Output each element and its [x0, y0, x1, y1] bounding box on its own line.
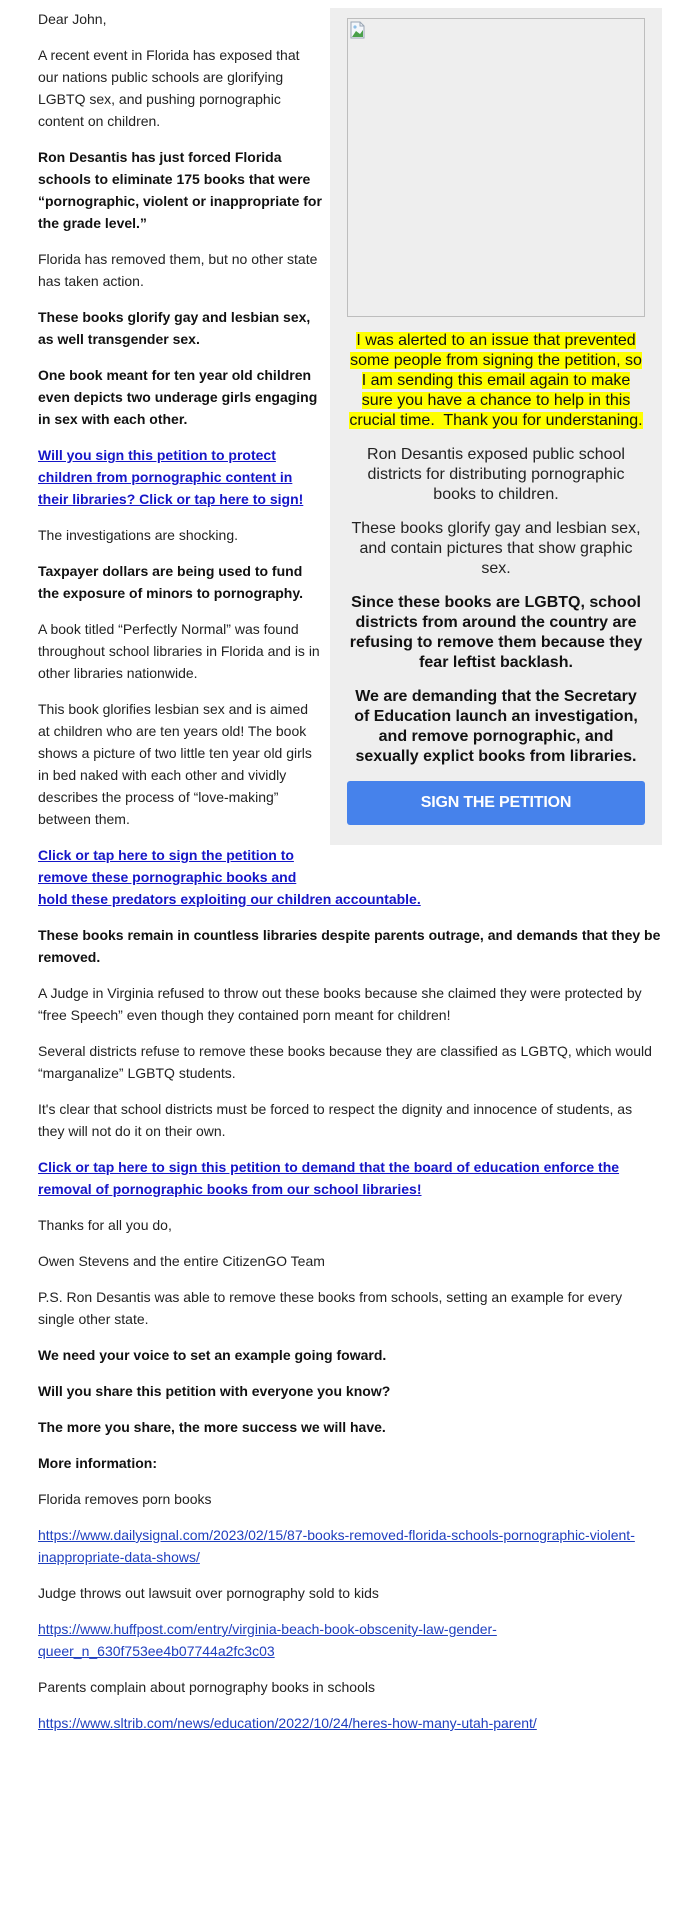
sidebar-text-exposed: Ron Desantis exposed public school districts for distributing pornographic books to children. — [367, 446, 625, 503]
sign-petition-link-2-line-3[interactable]: hold these predators exploiting our children accountable. — [38, 891, 421, 907]
book-description-paragraph: This book glorifies lesbian sex and is aimed at children who are ten years old! The book shows a picture of two little ten year old girls in bed naked with each other and vividly describes the process of “love-making” between them. — [38, 701, 312, 827]
source-link-2[interactable]: https://www.huffpost.com/entry/virginia-beach-book-obscenity-law-gender-queer_n_630f753ee4b07744a2fc3c03 — [38, 1621, 497, 1659]
taxpayer-paragraph: Taxpayer dollars are being used to fund the exposure of minors to pornography. — [38, 563, 303, 601]
sign-petition-button[interactable]: SIGN THE PETITION — [347, 781, 645, 825]
desantis-paragraph: Ron Desantis has just forced Florida schools to eliminate 175 books that were “pornographic, violent or inappropriate for the grade level.” — [38, 149, 322, 231]
greeting: Dear John, — [38, 11, 107, 27]
share-question: Will you share this petition with everyone you know? — [38, 1383, 391, 1399]
voice-paragraph: We need your voice to set an example going foward. — [38, 1347, 387, 1363]
source-link-3[interactable]: https://www.sltrib.com/news/education/2022/10/24/heres-how-many-utah-parent/ — [38, 1715, 537, 1731]
districts-paragraph: Several districts refuse to remove these books because they are classified as LGBTQ, which would “marganalize” LGBTQ students. — [38, 1043, 652, 1081]
dignity-paragraph: It's clear that school districts must be forced to respect the dignity and innocence of students, as they will not do it on their own. — [38, 1101, 633, 1139]
postscript: P.S. Ron Desantis was able to remove these books from schools, setting an example for every single other state. — [38, 1289, 623, 1327]
sign-petition-link-2-line-2[interactable]: remove these pornographic books and — [38, 869, 297, 885]
remain-paragraph: These books remain in countless libraries despite parents outrage, and demands that they be removed. — [38, 927, 661, 965]
source-label-3: Parents complain about pornography books in schools — [38, 1679, 375, 1695]
petition-sidebar — [330, 8, 662, 845]
intro-paragraph: A recent event in Florida has exposed that our nations public schools are glorifying LGBTQ sex, and pushing pornographic content on children. — [38, 47, 300, 129]
sidebar-text-glorify: These books glorify gay and lesbian sex, and contain pictures that show graphic sex. — [351, 520, 641, 577]
signoff: Thanks for all you do, — [38, 1217, 172, 1233]
sign-petition-link-1[interactable]: Will you sign this petition to protect children from pornographic content in their libraries? Click or tap here to sign! — [38, 447, 304, 507]
sidebar-text-demanding: We are demanding that the Secretary of Education launch an investigation, and remove pornographic, and sexually explict books from libraries. — [354, 688, 638, 765]
judge-paragraph: A Judge in Virginia refused to throw out these books because she claimed they were protected by “free Speech” even though they contained porn meant for children! — [38, 985, 642, 1023]
email-body — [38, 0, 662, 1748]
share-success: The more you share, the more success we will have. — [38, 1419, 386, 1435]
broken-image-icon — [350, 21, 366, 39]
source-label-1: Florida removes porn books — [38, 1491, 212, 1507]
perfectly-normal-paragraph: A book titled “Perfectly Normal” was found throughout school libraries in Florida and is in other libraries nationwide. — [38, 621, 320, 681]
signature: Owen Stevens and the entire CitizenGO Team — [38, 1253, 325, 1269]
sign-petition-link-2-line-1[interactable]: Click or tap here to sign the petition to — [38, 847, 294, 863]
source-label-2: Judge throws out lawsuit over pornography sold to kids — [38, 1585, 379, 1601]
one-book-paragraph: One book meant for ten year old children even depicts two underage girls engaging in sex with each other. — [38, 367, 318, 427]
more-info-heading: More information: — [38, 1455, 157, 1471]
sign-petition-link-3[interactable]: Click or tap here to sign this petition to demand that the board of education enforce the removal of pornographic books from our school libraries! — [38, 1159, 620, 1197]
sign-petition-link-2[interactable] — [38, 844, 662, 910]
investigations-paragraph: The investigations are shocking. — [38, 527, 238, 543]
sidebar-text-refusing: Since these books are LGBTQ, school districts from around the country are refusing to remove them because they fear leftist backlash. — [349, 594, 643, 671]
resend-notice: I was alerted to an issue that prevented some people from signing the petition, so I am sending this email again to make sure you have a chance to help in this crucial time. Thank you for understaning. — [349, 332, 643, 429]
glorify-paragraph: These books glorify gay and lesbian sex, as well transgender sex. — [38, 309, 311, 347]
broken-image-placeholder — [347, 18, 645, 317]
no-other-state-paragraph: Florida has removed them, but no other state has taken action. — [38, 251, 318, 289]
source-link-1[interactable]: https://www.dailysignal.com/2023/02/15/87-books-removed-florida-schools-pornographic-violent-inappropriate-data-shows/ — [38, 1527, 635, 1565]
